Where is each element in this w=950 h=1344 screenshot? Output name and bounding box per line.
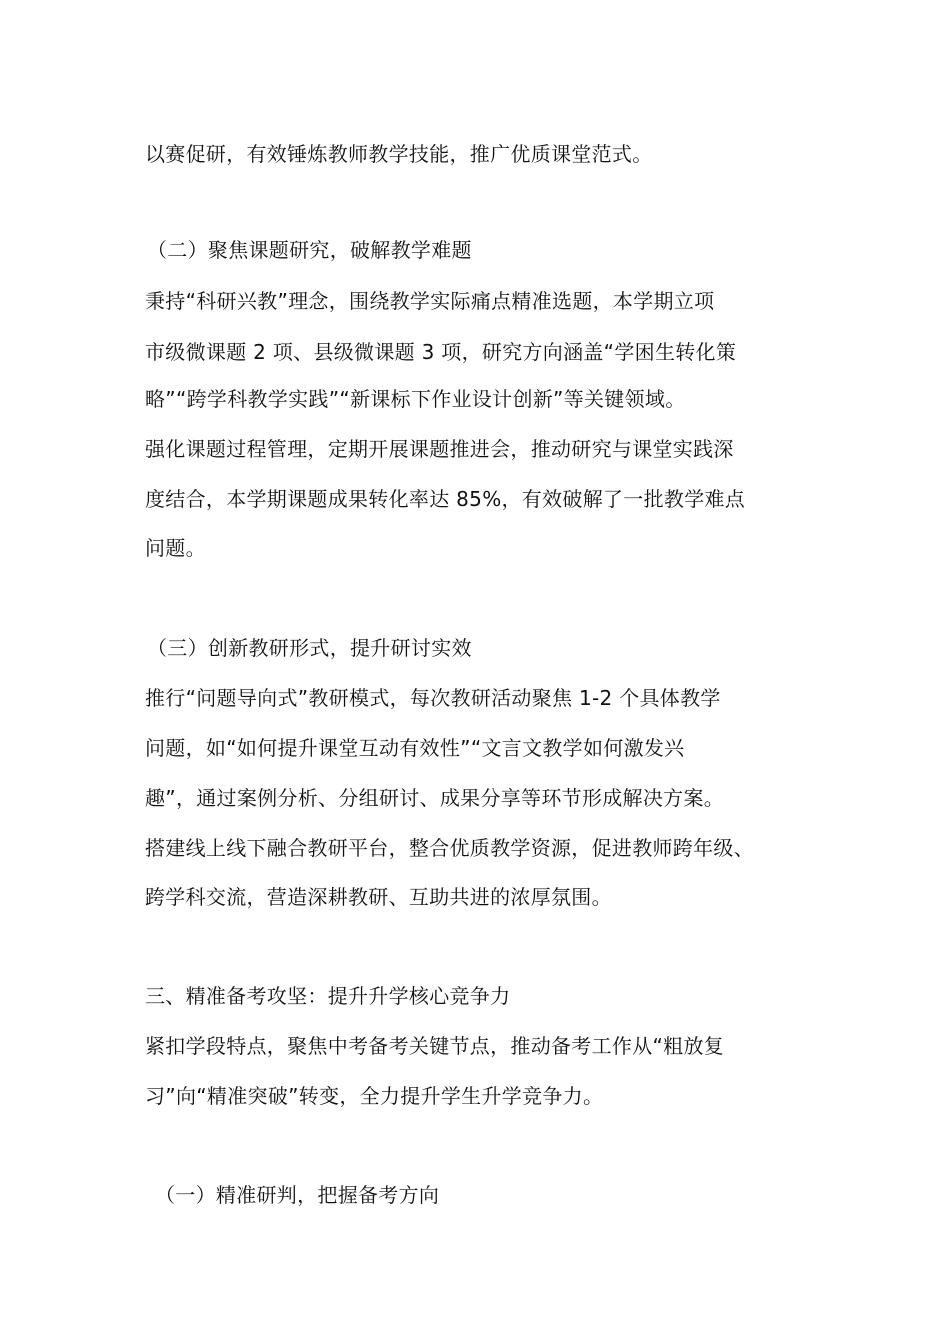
paragraph-line: 强化课题过程管理，定期开展课题推进会，推动研究与课堂实践深 [145, 437, 734, 461]
paragraph-line: 度结合，本学期课题成果转化率达 85%，有效破解了一批教学难点 [145, 487, 746, 511]
chapter-heading: 三、精准备考攻坚：提升升学核心竞争力 [145, 984, 511, 1008]
section-heading: （二）聚焦课题研究，破解教学难题 [147, 238, 472, 262]
paragraph-line: 以赛促研，有效锤炼教师教学技能，推广优质课堂范式。 [145, 142, 653, 166]
paragraph-line: 秉持“科研兴教”理念，围绕教学实际痛点精准选题，本学期立项 [145, 289, 715, 313]
paragraph-line: 问题。 [145, 536, 206, 560]
paragraph-line: 趣”，通过案例分析、分组研讨、成果分享等环节形成解决方案。 [145, 786, 725, 810]
section-heading: （三）创新教研形式，提升研讨实效 [147, 636, 472, 660]
section-heading: （一）精准研判，把握备考方向 [155, 1183, 440, 1207]
paragraph-line: 紧扣学段特点，聚焦中考备考关键节点，推动备考工作从“粗放复 [145, 1034, 725, 1058]
paragraph-line: 搭建线上线下融合教研平台，整合优质教学资源，促进教师跨年级、 [145, 836, 754, 860]
paragraph-line: 略”“跨学科教学实践”“新课标下作业设计创新”等关键领域。 [145, 387, 686, 411]
paragraph-line: 问题，如“如何提升课堂互动有效性”“文言文教学如何激发兴 [145, 736, 685, 760]
paragraph-line: 习”向“精准突破”转变，全力提升学生升学竞争力。 [145, 1084, 604, 1108]
paragraph-line: 推行“问题导向式”教研模式，每次教研活动聚焦 1-2 个具体教学 [145, 686, 721, 710]
paragraph-line: 市级微课题 2 项、县级微课题 3 项，研究方向涵盖“学困生转化策 [145, 340, 737, 364]
paragraph-line: 跨学科交流，营造深耕教研、互助共进的浓厚氛围。 [145, 885, 612, 909]
